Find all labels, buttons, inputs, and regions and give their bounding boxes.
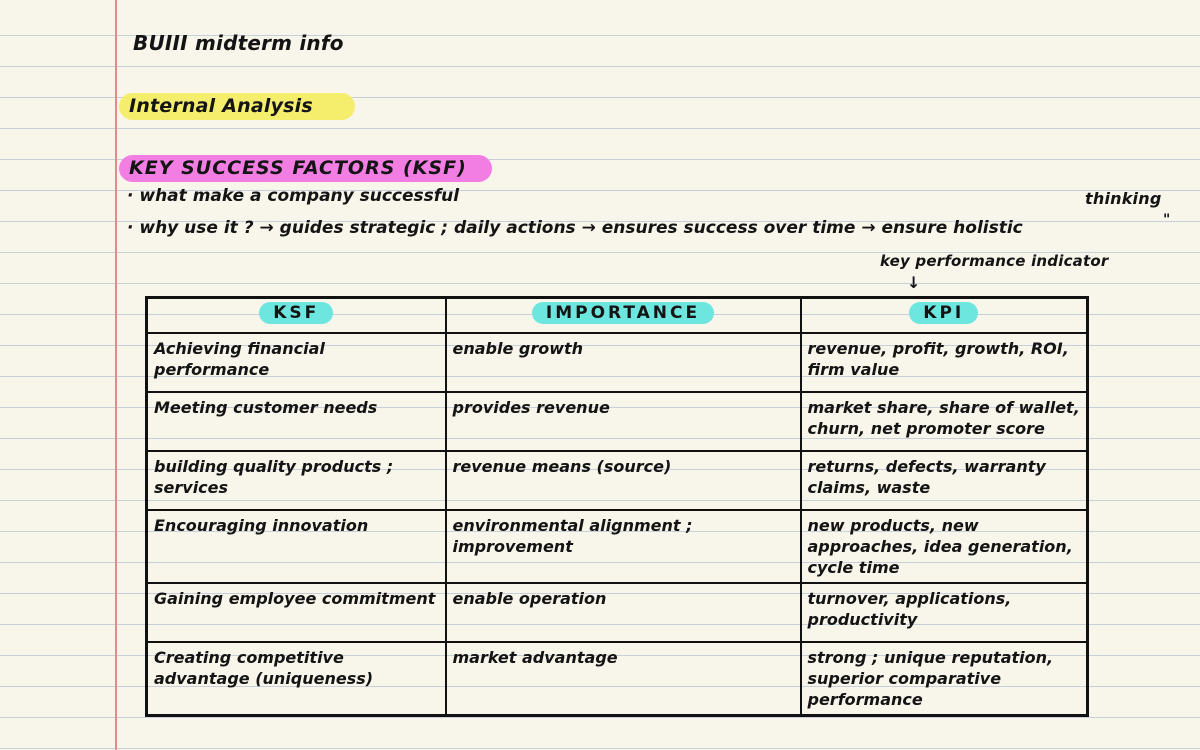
down-arrow-icon: ↓ [907, 273, 921, 292]
ksf-cell [147, 333, 446, 392]
table-row [147, 451, 1088, 510]
kpi-annotation: key performance indicator [880, 252, 1109, 270]
ksf-table [145, 296, 1089, 717]
ksf-cell [147, 642, 446, 716]
kpi-text: revenue, profit, growth, ROI, firm value [807, 339, 1069, 379]
importance-cell [446, 510, 801, 583]
ksf-cell [147, 510, 446, 583]
ksf-text: Meeting customer needs [154, 398, 378, 417]
kpi-cell [801, 451, 1088, 510]
bullet-what: · what make a company successful [127, 186, 460, 206]
table-row [147, 642, 1088, 716]
header-kpi [801, 298, 1088, 334]
kpi-text: new products, new approaches, idea generation, cycle time [807, 516, 1073, 577]
kpi-text: returns, defects, warranty claims, waste [807, 457, 1046, 497]
kpi-cell [801, 583, 1088, 642]
table-row [147, 392, 1088, 451]
importance-cell [446, 451, 801, 510]
ksf-text: Achieving financial performance [154, 339, 325, 379]
kpi-cell [801, 510, 1088, 583]
quote-mark: " [1163, 212, 1171, 228]
bullet-why: · why use it ? → guides strategic ; daily actions → ensures success over time → ensure holistic [127, 218, 1023, 238]
importance-text: revenue means (source) [452, 457, 672, 476]
importance-text: enable growth [452, 339, 584, 358]
note-title: BUIII midterm info [133, 31, 344, 55]
ksf-text: building quality products ; services [154, 457, 394, 497]
importance-cell [446, 392, 801, 451]
header-pill: KPI [909, 302, 978, 324]
kpi-cell [801, 333, 1088, 392]
importance-cell [446, 333, 801, 392]
table-header-row [147, 298, 1088, 334]
table-row [147, 583, 1088, 642]
header-importance [446, 298, 801, 334]
importance-text: provides revenue [452, 398, 610, 417]
importance-text: enable operation [452, 589, 607, 608]
header-ksf [147, 298, 446, 334]
ksf-cell [147, 583, 446, 642]
table-row [147, 510, 1088, 583]
table-row [147, 333, 1088, 392]
ksf-text: Encouraging innovation [154, 516, 369, 535]
importance-text: environmental alignment ; improvement [452, 516, 693, 556]
importance-cell [446, 642, 801, 716]
kpi-text: turnover, applications, productivity [807, 589, 1012, 629]
header-pill: KSF [259, 302, 333, 324]
kpi-cell [801, 392, 1088, 451]
importance-cell [446, 583, 801, 642]
header-pill: IMPORTANCE [532, 302, 714, 324]
kpi-cell [801, 642, 1088, 716]
ksf-heading: KEY SUCCESS FACTORS (KSF) [129, 157, 467, 179]
ksf-cell [147, 392, 446, 451]
ksf-cell [147, 451, 446, 510]
kpi-text: market share, share of wallet, churn, net promoter score [807, 398, 1080, 438]
section-heading: Internal Analysis [129, 95, 313, 117]
ksf-text: Creating competitive advantage (uniqueness) [154, 648, 374, 688]
ksf-text: Gaining employee commitment [154, 589, 436, 608]
margin-word-thinking: thinking [1085, 189, 1162, 208]
margin-line [115, 0, 117, 750]
importance-text: market advantage [452, 648, 618, 667]
kpi-text: strong ; unique reputation, superior comparative performance [807, 648, 1054, 709]
